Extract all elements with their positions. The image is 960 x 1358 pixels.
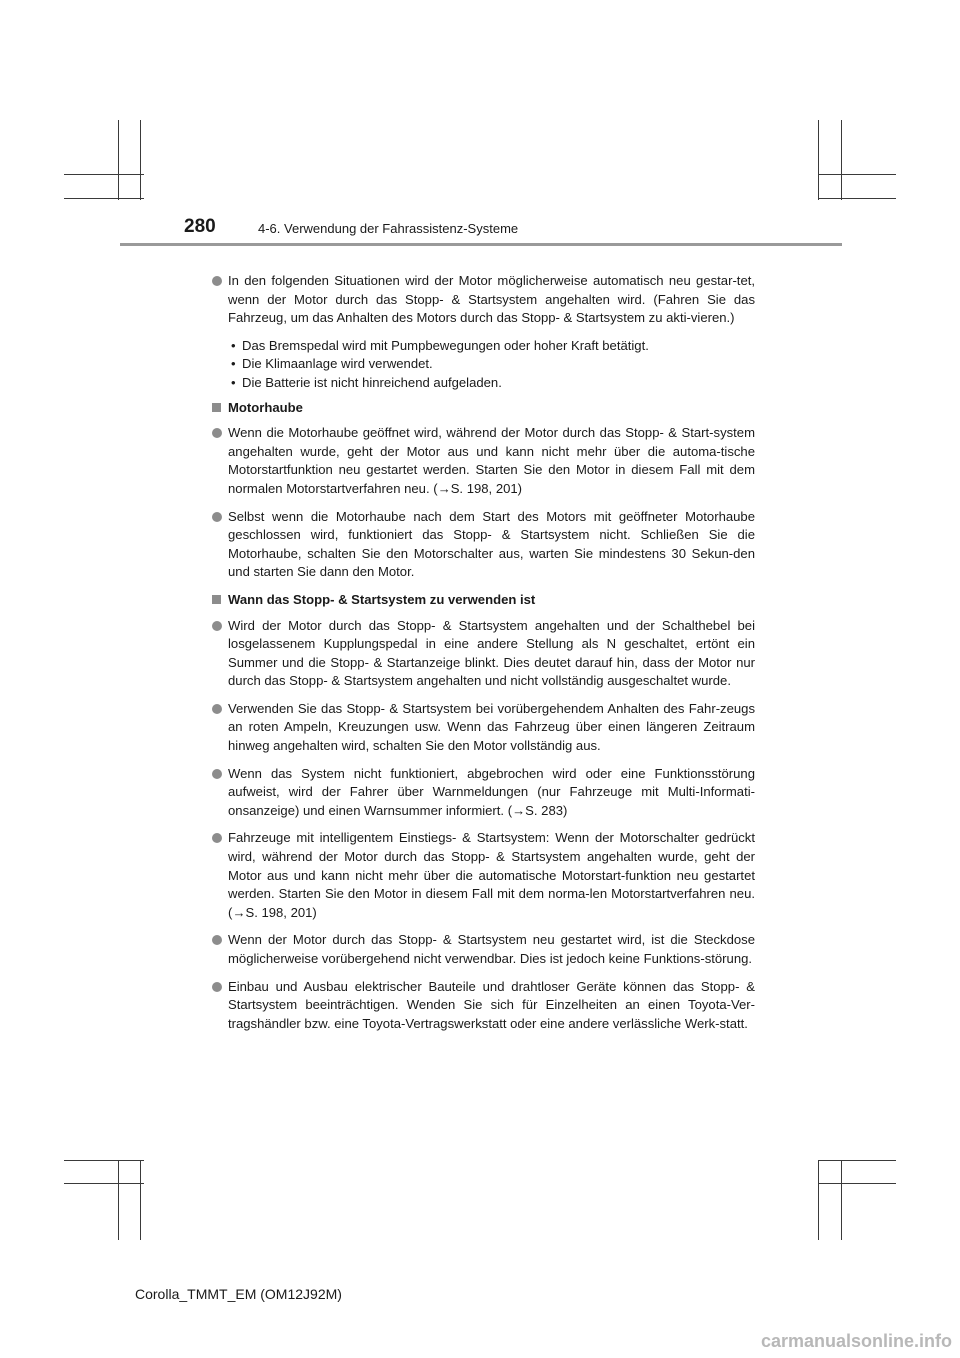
list-item: • Das Bremspedal wird mit Pumpbewegungen oder hoher Kraft betätigt. xyxy=(228,337,755,356)
crop-mark xyxy=(140,120,141,200)
bullet-circle-icon xyxy=(212,512,222,522)
bullet-dot-marker: • xyxy=(231,356,236,372)
intro-paragraph xyxy=(212,272,755,328)
intro-sublist xyxy=(228,337,755,393)
crop-mark xyxy=(140,1160,141,1240)
section-paragraph: Wenn der Motor durch das Stopp- & Startsystem neu gestartet wird, ist die Steckdose möglicherweise vorübergehend nicht verwendbar. Dies ist jedoch keine Funktions-störung. xyxy=(212,931,755,968)
crop-mark xyxy=(841,120,842,200)
crop-mark xyxy=(64,1183,144,1184)
bullet-dot-marker: • xyxy=(231,374,236,390)
document-code: Corolla_TMMT_EM (OM12J92M) xyxy=(135,1286,342,1302)
section-paragraph: Wenn das System nicht funktioniert, abgebrochen wird oder eine Funktionsstörung aufweist, wird der Fahrer über Warnmeldungen (nur Fahrzeuge mit Multi-Informati-onsanzeige) und einen Warnsummer informiert. (→S. 283) xyxy=(212,765,755,821)
section-title: 4-6. Verwendung der Fahrassistenz-Systeme xyxy=(258,221,519,236)
section-paragraph: Wenn die Motorhaube geöffnet wird, während der Motor durch das Stopp- & Start-system angehalten wurde, geht der Motor aus und kann nicht mehr über die automa-tische Motorstartfunktion neu gestartet werden. Starten Sie den Motor in diesem Fall mit dem normalen Motorstartverfahren neu. (→S. 198, 201) xyxy=(212,424,755,498)
bullet-circle-icon xyxy=(212,621,222,631)
bullet-circle-icon xyxy=(212,276,222,286)
bullet-circle-icon xyxy=(212,982,222,992)
intro-text: In den folgenden Situationen wird der Motor möglicherweise automatisch neu gestar-tet, wenn der Motor durch das Stopp- & Startsystem angehalten wird. (Fahren Sie das Fahrzeug, um das Anhalten des Motors durch das Stopp- & Startsystem zu akti-vieren.) xyxy=(228,273,755,326)
crop-mark xyxy=(818,174,896,175)
bullet-circle-icon xyxy=(212,935,222,945)
list-item: • Die Batterie ist nicht hinreichend aufgeladen. xyxy=(228,374,755,393)
header-divider xyxy=(120,243,842,246)
crop-mark xyxy=(818,1160,819,1240)
crop-mark xyxy=(118,120,119,200)
square-bullet-icon xyxy=(212,403,221,412)
crop-mark xyxy=(818,120,819,200)
section-paragraph: Fahrzeuge mit intelligentem Einstiegs- & Startsystem: Wenn der Motorschalter gedrückt wird, während der Motor durch das Stopp- & Startsystem angehalten wurde, geht der Motor aus und kann nicht mehr über die automatische Motorstart-funktion neu gestartet werden. Starten Sie den Motor in diesem Fall mit dem norma-len Motorstartverfahren neu. (→S. 198, 201) xyxy=(212,829,755,922)
main-content xyxy=(212,272,755,1042)
square-bullet-icon xyxy=(212,595,221,604)
crop-mark xyxy=(64,1160,144,1161)
section-paragraph: Wird der Motor durch das Stopp- & Startsystem angehalten und der Schalthebel bei losgelassenem Kupplungspedal in eine andere Stellung als N geschaltet, ertönt ein Summer und die Stopp- & Startanzeige blinkt. Dies deutet darauf hin, dass der Motor nur durch das Stopp- & Startsystem angehalten und nicht vollständig ausgeschaltet wurde. xyxy=(212,617,755,691)
bullet-circle-icon xyxy=(212,428,222,438)
section-heading-usage: Wann das Stopp- & Startsystem zu verwenden ist xyxy=(212,591,755,610)
bullet-circle-icon xyxy=(212,704,222,714)
list-item: • Die Klimaanlage wird verwendet. xyxy=(228,355,755,374)
crop-mark xyxy=(818,1160,896,1161)
section-heading-motorhaube: Motorhaube xyxy=(212,399,755,418)
crop-mark xyxy=(118,1160,119,1240)
crop-mark xyxy=(818,1183,896,1184)
crop-mark xyxy=(64,198,144,199)
crop-mark xyxy=(64,174,144,175)
watermark: carmanualsonline.info xyxy=(760,1331,952,1351)
bullet-circle-icon xyxy=(212,769,222,779)
crop-mark xyxy=(841,1160,842,1240)
crop-mark xyxy=(818,198,896,199)
section-paragraph: Verwenden Sie das Stopp- & Startsystem bei vorübergehendem Anhalten des Fahr-zeugs an roten Ampeln, Kreuzungen usw. Wenn das Fahrzeug über einen längeren Zeitraum hinweg angehalten wird, schalten Sie den Motor vollständig aus. xyxy=(212,700,755,756)
bullet-dot-marker: • xyxy=(231,337,236,353)
section-paragraph: Selbst wenn die Motorhaube nach dem Start des Motors mit geöffneter Motorhaube geschlossen wird, funktioniert das Stopp- & Startsystem nicht. Schließen Sie die Motorhaube, schalten Sie den Motorschalter aus, warten Sie mindestens 30 Sekun-den und starten Sie dann den Motor. xyxy=(212,508,755,582)
bullet-circle-icon xyxy=(212,833,222,843)
section-paragraph: Einbau und Ausbau elektrischer Bauteile und drahtloser Geräte können das Stopp- & Startsystem beeinträchtigen. Wenden Sie sich für Einzelheiten an einen Toyota-Ver-tragshändler bzw. eine Toyota-Vertragswerkstatt oder eine andere verlässliche Werk-statt. xyxy=(212,978,755,1034)
page-number: 280 xyxy=(184,216,216,237)
